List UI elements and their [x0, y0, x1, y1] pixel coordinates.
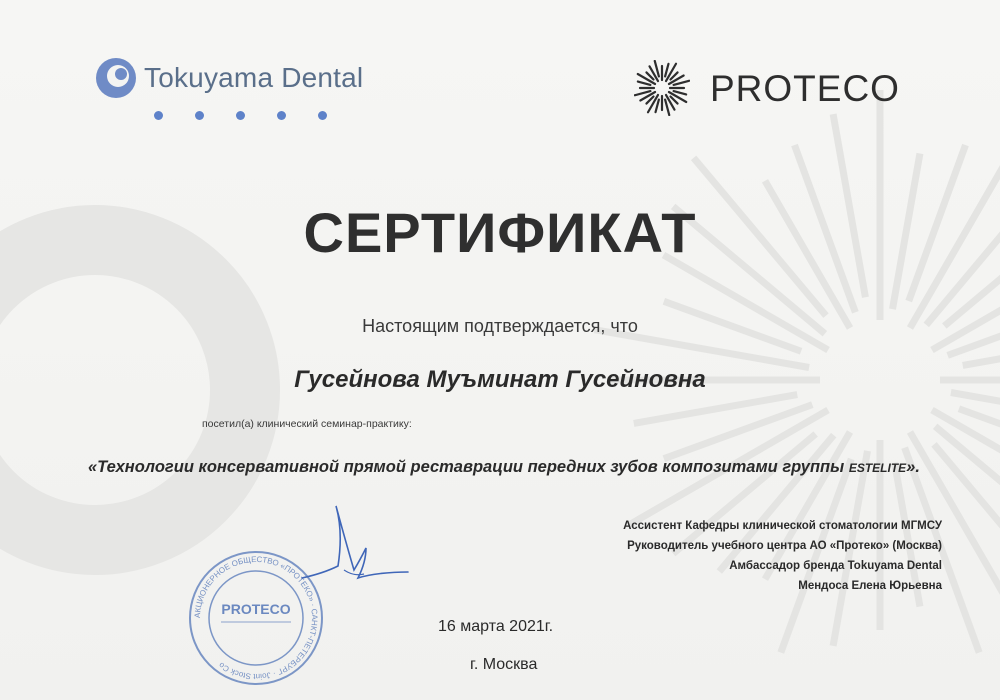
tokuyama-brand-name: Tokuyama Dental [144, 62, 364, 93]
dot-icon [318, 111, 327, 120]
seminar-brand: ESTELITE [848, 461, 907, 475]
certificate-title: СЕРТИФИКАТ [303, 201, 697, 264]
tokuyama-swirl-icon [92, 54, 140, 102]
signer-name: Мендоса Елена Юрьевна [798, 580, 942, 592]
confirmation-text: Настоящим подтверждается, что [362, 316, 638, 336]
certificate-date: 16 марта 2021г. [438, 618, 554, 635]
proteco-brand-name: PROTECO [710, 68, 900, 109]
company-seal [186, 548, 326, 688]
certificate-city: г. Москва [470, 656, 538, 673]
dot-icon [195, 111, 204, 120]
recipient-name: Гусейнова Муъминат Гусейновна [294, 366, 706, 393]
seal-ring-text: АКЦИОНЕРНОЕ ОБЩЕСТВО «ПРОТЕКО» · САНКТ-ПЕТЕРБУРГ · Joint Stock Co [192, 554, 320, 682]
signer-line: Руководитель учебного центра АО «Протеко» (Москва) [627, 540, 942, 552]
dot-icon [154, 111, 163, 120]
svg-text:АКЦИОНЕРНОЕ ОБЩЕСТВО «ПРОТЕКО» [193, 555, 319, 681]
proteco-starburst-icon [634, 60, 690, 116]
attended-text: посетил(а) клинический семинар-практику: [202, 418, 412, 430]
tokuyama-dental-logo [92, 52, 362, 127]
proteco-logo [634, 60, 924, 120]
dot-icon [277, 111, 286, 120]
seal-center-text: PROTECO [221, 601, 291, 617]
seminar-title-main: «Технологии консервативной прямой реставрации передних зубов композитами группы [88, 458, 849, 476]
signer-line: Ассистент Кафедры клинической стоматологии МГМСУ [623, 520, 942, 532]
seminar-title-end: ». [906, 458, 920, 476]
tokuyama-dots [154, 107, 359, 125]
seminar-title [88, 458, 920, 477]
dot-icon [236, 111, 245, 120]
signer-line: Амбассадор бренда Tokuyama Dental [729, 560, 942, 572]
signer-block [623, 516, 942, 596]
